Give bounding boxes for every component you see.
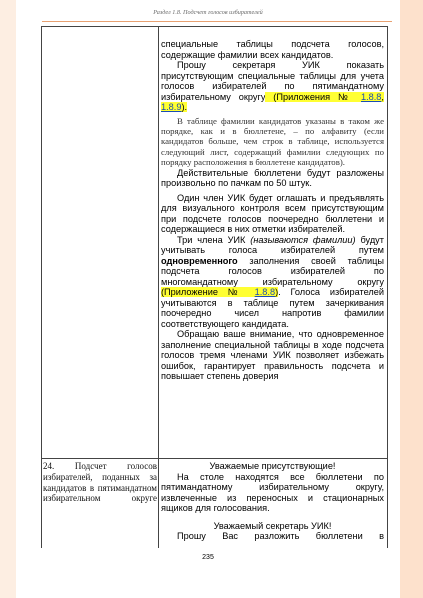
greeting-secretary: Уважаемый секретарь УИК! bbox=[213, 520, 332, 531]
paragraph-valid-ballots: Действительные бюллетени будут разложены произвольно по пачкам по 50 штук. bbox=[161, 167, 384, 189]
table-row-divider bbox=[41, 458, 387, 459]
paragraph-attention: Обращаю ваше внимание, что одновременное заполнение специальной таблицы в ходе подсчета голосов тремя членами УИК позволяет избежать ошибок, гарантирует правильность подсчета и повышает степень доверия bbox=[161, 329, 384, 382]
appendix-link-1-8-9[interactable]: 1.8.9 bbox=[161, 102, 182, 112]
table-row-2-content bbox=[161, 461, 384, 542]
right-margin-band bbox=[400, 0, 423, 598]
appendix-link-1-8-8[interactable]: 1.8.8 bbox=[360, 91, 382, 102]
table-left-border bbox=[41, 26, 42, 548]
table-row-1-content bbox=[161, 39, 384, 382]
greeting-attendees: Уважаемые присутствующие! bbox=[209, 461, 336, 471]
table-column-divider bbox=[158, 26, 159, 548]
paragraph-one-member-announces: Один член УИК будет оглашать и предъявлять для визуального контроля всем присутствующим при подсчете голосов поочередно бюллетени и содержащиеся в них отметки избирателей. bbox=[161, 192, 384, 235]
item-24-title: 24. Подсчет голосов избирателей, поданных за кандидатов в пятимандатном избирательном округе bbox=[43, 461, 157, 504]
paragraph-show-tables: Прошу секретаря УИК показать присутствующим специальные таблицы для учета голосов избирателей по пятимандатному избирательному округу (Приложения № 1.8.8, 1.8.9). bbox=[161, 60, 384, 112]
paragraph-ballots-on-table: На столе находятся все бюллетени по пятимандатному избирательному округу, извлеченные из переносных и стационарных ящиков для голосования. bbox=[161, 471, 384, 513]
page-number: 235 bbox=[202, 554, 214, 561]
header-rule bbox=[42, 21, 392, 22]
table-right-border bbox=[387, 26, 388, 548]
table-top-border bbox=[41, 26, 387, 27]
paragraph-sort-ballots: Прошу Вас разложить бюллетени в bbox=[177, 531, 384, 541]
left-margin-band bbox=[0, 0, 16, 598]
table-row-2-label bbox=[43, 461, 157, 504]
paragraph-special-tables: специальные таблицы подсчета голосов, содержащие фамилии всех кандидатов. bbox=[161, 39, 384, 60]
running-header: Раздел 1.8. Подсчет голосов избирателей bbox=[153, 9, 263, 16]
paragraph-three-members-count: Три члена УИК (называются фамилии) будут учитывать голоса избирателей путем одновременного заполнения своей таблицы подсчета голосов избирателей по многомандатному избирательному округу (Приложение № 1.8.8). Голоса избирателей учитываются в таблице путем зачеркивания поочередно чисел напротив фамилии соответствующего кандидата. bbox=[161, 234, 384, 329]
note-candidate-order: В таблице фамилии кандидатов указаны в таком же порядке, как и в бюллетене, – по алфавиту (если кандидатов больше, чем строк в таблице, используется следующий лист, содержащий фамилии следующих по порядку расположения в бюллетене кандидатов). bbox=[161, 115, 384, 168]
appendix-link-1-8-8-second[interactable]: 1.8.8 bbox=[254, 287, 276, 298]
